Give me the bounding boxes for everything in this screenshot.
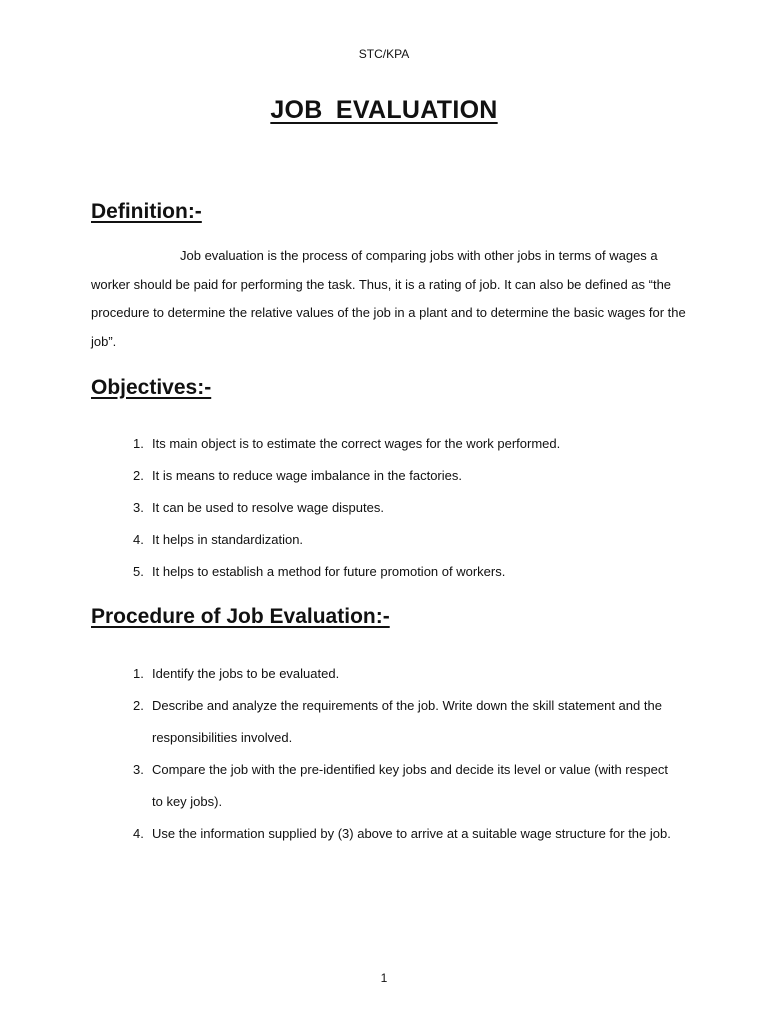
list-item-text: Compare the job with the pre-identified key jobs and decide its level or value (with respect to key jobs). [152, 762, 668, 809]
list-number: 1. [133, 436, 144, 451]
list-number: 3. [133, 500, 144, 515]
list-number: 1. [133, 666, 144, 681]
definition-text: Job evaluation is the process of comparing jobs with other jobs in terms of wages a worker should be paid for performing the task. Thus, it is a rating of job. It can also be defined as “the procedure to determine the relative values of the job in a plant and to determine the basic wages for the job”. [91, 248, 686, 349]
objectives-heading: Objectives:- [91, 376, 212, 399]
list-item [133, 754, 678, 818]
list-number: 4. [133, 532, 144, 547]
list-number: 4. [133, 826, 144, 841]
list-item-text: Its main object is to estimate the correct wages for the work performed. [152, 436, 561, 451]
list-item-text: It can be used to resolve wage disputes. [152, 500, 384, 515]
list-item [133, 434, 678, 454]
list-item [133, 658, 678, 690]
objectives-list [133, 434, 678, 594]
procedure-heading: Procedure of Job Evaluation:- [91, 605, 390, 628]
list-item [133, 498, 678, 518]
list-item-text: It helps in standardization. [152, 532, 304, 547]
list-item [133, 530, 678, 550]
list-item-text: It is means to reduce wage imbalance in the factories. [152, 468, 462, 483]
definition-paragraph [91, 242, 691, 356]
list-item [133, 690, 678, 754]
page-number: 1 [380, 971, 388, 985]
list-item-text: Use the information supplied by (3) above to arrive at a suitable wage structure for the job. [152, 826, 671, 841]
list-number: 3. [133, 762, 144, 777]
list-item [133, 818, 678, 850]
procedure-list [133, 658, 678, 850]
list-item-text: Identify the jobs to be evaluated. [152, 666, 340, 681]
list-item [133, 562, 678, 582]
list-number: 2. [133, 698, 144, 713]
list-number: 2. [133, 468, 144, 483]
page-header: STC/KPA [358, 47, 410, 61]
list-item-text: It helps to establish a method for future promotion of workers. [152, 564, 506, 579]
definition-heading: Definition:- [91, 200, 202, 223]
list-number: 5. [133, 564, 144, 579]
list-item-text: Describe and analyze the requirements of the job. Write down the skill statement and the responsibilities involved. [152, 698, 662, 745]
list-item [133, 466, 678, 486]
document-title: JOB EVALUATION [270, 96, 498, 124]
